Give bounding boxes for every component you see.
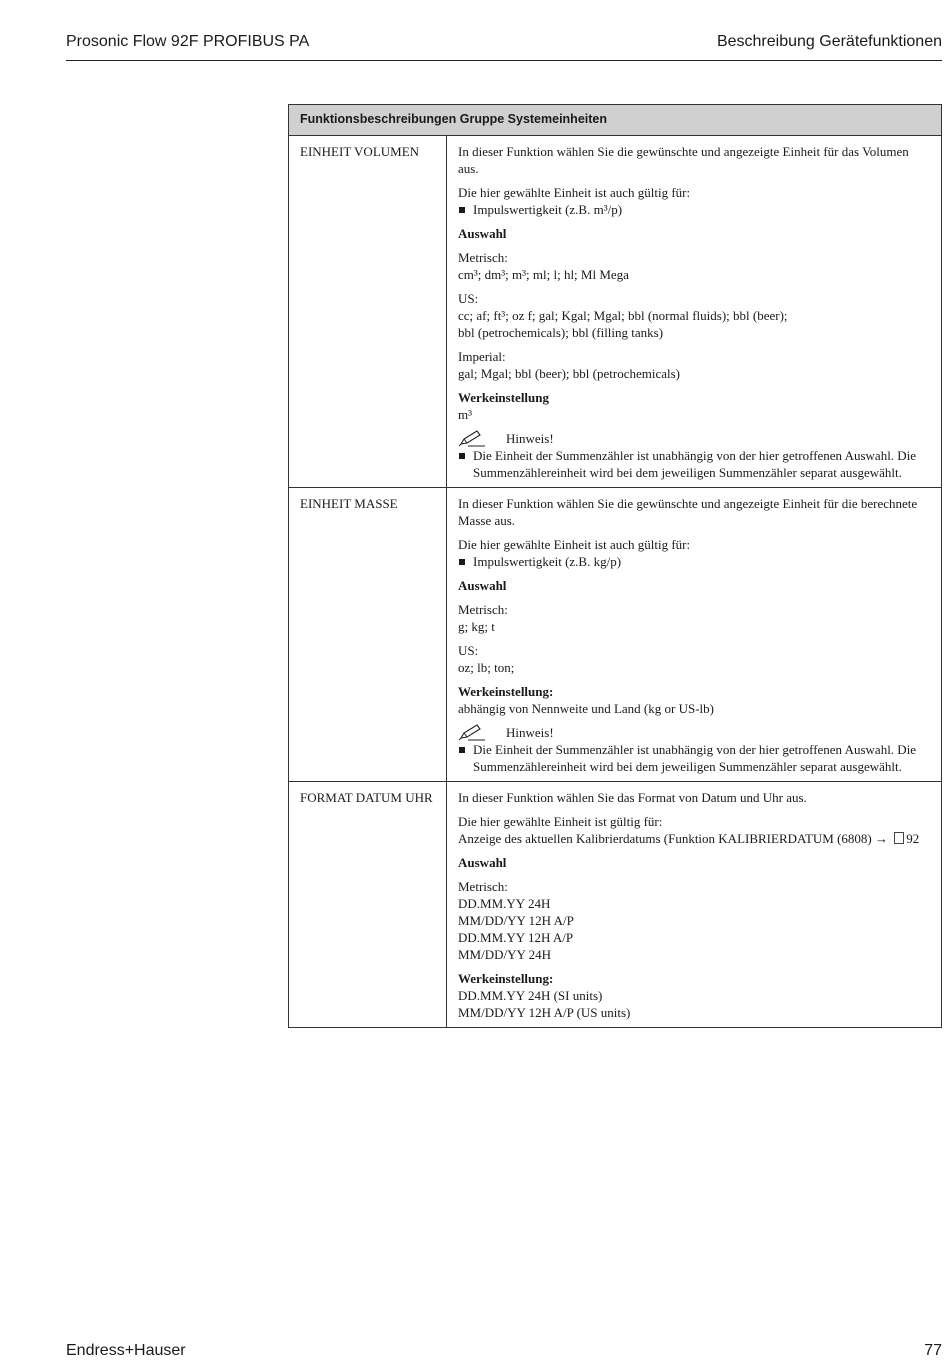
function-description: [447, 488, 942, 782]
selection-heading: Auswahl: [458, 578, 507, 593]
selection-heading: Auswahl: [458, 226, 507, 241]
function-name: EINHEIT MASSE: [289, 488, 447, 782]
validity-label: Die hier gewählte Einheit ist gültig für:: [458, 814, 663, 829]
us-values-line-1: cc; af; ft³; oz f; gal; Kgal; Mgal; bbl (normal fluids); bbl (beer);: [458, 308, 788, 323]
note-text: Die Einheit der Summenzähler ist unabhängig von der hier getroffenen Auswahl. Die Summenzählereinheit wird bei dem jeweiligen Summenzähler separat ausgewählt.: [473, 742, 917, 774]
table-row: [289, 782, 942, 1028]
bullet-text: Impulswertigkeit (z.B. m³/p): [473, 202, 623, 217]
metric-label: Metrisch:: [458, 602, 508, 617]
pencil-note-icon: [458, 430, 488, 447]
function-name: FORMAT DATUM UHR: [289, 782, 447, 1028]
validity-label: Die hier gewählte Einheit ist auch gültig für:: [458, 537, 691, 552]
selection-heading: Auswahl: [458, 855, 507, 870]
table-header-row: [289, 105, 942, 136]
default-value: MM/DD/YY 12H A/P (US units): [458, 1005, 631, 1020]
us-values: oz; lb; ton;: [458, 660, 515, 675]
note-label: Hinweis!: [506, 431, 554, 446]
imperial-block: [458, 348, 930, 382]
default-value: abhängig von Nennweite und Land (kg or US-lb): [458, 701, 714, 716]
arrow-icon: →: [875, 831, 889, 846]
bullet-square-icon: [459, 453, 465, 459]
bullet-text: Impulswertigkeit (z.B. kg/p): [473, 554, 622, 569]
option-item: MM/DD/YY 24H: [458, 947, 552, 962]
note-text: Die Einheit der Summenzähler ist unabhängig von der hier getroffenen Auswahl. Die Summenzählereinheit wird bei dem jeweiligen Summenzähler separat ausgewählt.: [473, 448, 917, 480]
bullet-item: [458, 447, 930, 481]
default-block: [458, 970, 930, 1021]
default-label: Werkeinstellung:: [458, 971, 554, 986]
imperial-values: gal; Mgal; bbl (beer); bbl (petrochemicals): [458, 366, 681, 381]
table-title: Funktionsbeschreibungen Gruppe Systemeinheiten: [289, 105, 942, 136]
page-reference-icon: [894, 832, 904, 844]
note-block: [458, 724, 930, 775]
option-item: MM/DD/YY 12H A/P: [458, 913, 574, 928]
bullet-square-icon: [459, 747, 465, 753]
us-block: [458, 642, 930, 676]
validity-label: Die hier gewählte Einheit ist auch gültig für:: [458, 185, 691, 200]
bullet-item: [458, 741, 930, 775]
intro-text: In dieser Funktion wählen Sie das Format von Datum und Uhr aus.: [458, 790, 807, 805]
imperial-label: Imperial:: [458, 349, 506, 364]
function-description: [447, 782, 942, 1028]
metric-label: Metrisch:: [458, 250, 508, 265]
intro-text: In dieser Funktion wählen Sie die gewünschte und angezeigte Einheit für die berechnete Masse aus.: [458, 496, 918, 528]
function-name: EINHEIT VOLUMEN: [289, 136, 447, 488]
default-block: [458, 683, 930, 717]
us-label: US:: [458, 291, 479, 306]
metric-block: [458, 878, 930, 963]
note-block: [458, 430, 930, 481]
default-value: DD.MM.YY 24H (SI units): [458, 988, 603, 1003]
note-header: [458, 724, 930, 741]
validity-block: [458, 184, 930, 218]
validity-block: [458, 813, 930, 847]
note-header: [458, 430, 930, 447]
table-row: [289, 488, 942, 782]
document-header-title: Prosonic Flow 92F PROFIBUS PA: [66, 33, 310, 50]
us-label: US:: [458, 643, 479, 658]
option-item: DD.MM.YY 24H: [458, 896, 551, 911]
table-row: [289, 136, 942, 488]
header-rule: [66, 60, 942, 61]
bullet-square-icon: [459, 559, 465, 565]
document-header-section: Beschreibung Gerätefunktionen: [716, 33, 942, 50]
metric-values: g; kg; t: [458, 619, 495, 634]
bullet-item: [458, 553, 930, 570]
validity-text: Anzeige des aktuellen Kalibrierdatums (Funktion KALIBRIERDATUM (6808): [458, 831, 872, 846]
default-label: Werkeinstellung: [458, 390, 550, 405]
default-label: Werkeinstellung:: [458, 684, 554, 699]
bullet-item: [458, 201, 930, 218]
us-block: [458, 290, 930, 341]
page-reference-link[interactable]: 92: [906, 831, 920, 846]
validity-text-line: [458, 830, 930, 847]
default-block: [458, 389, 930, 423]
bullet-square-icon: [459, 207, 465, 213]
note-label: Hinweis!: [506, 725, 554, 740]
function-description-table: [288, 104, 942, 1028]
footer-brand: Endress+Hauser: [66, 1342, 186, 1359]
pencil-note-icon: [458, 724, 488, 741]
metric-block: [458, 249, 930, 283]
metric-values: cm³; dm³; m³; ml; l; hl; Ml Mega: [458, 267, 629, 282]
us-values-line-2: bbl (petrochemicals); bbl (filling tanks): [458, 325, 664, 340]
default-value: m³: [458, 407, 473, 422]
metric-label: Metrisch:: [458, 879, 508, 894]
intro-text: In dieser Funktion wählen Sie die gewünschte und angezeigte Einheit für das Volumen aus.: [458, 144, 909, 176]
option-item: DD.MM.YY 12H A/P: [458, 930, 574, 945]
page-number: 77: [924, 1342, 942, 1359]
metric-block: [458, 601, 930, 635]
validity-block: [458, 536, 930, 570]
function-description: [447, 136, 942, 488]
